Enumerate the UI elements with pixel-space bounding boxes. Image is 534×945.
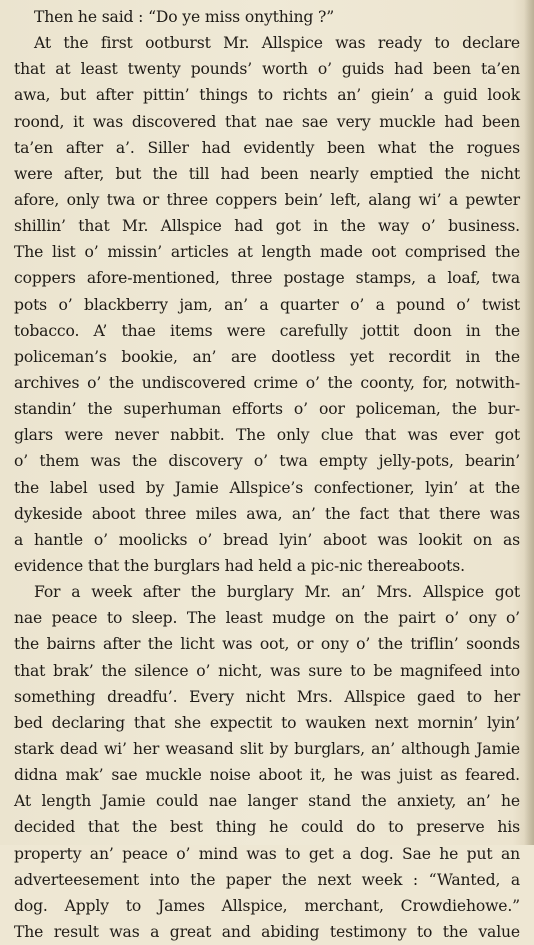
text-line: o’ them was the discovery o’ twa empty jelly-pots, bearin’ [14,452,520,471]
page-text [14,4,520,945]
text-line: coppers afore-mentioned, three postage stamps, a loaf, twa [14,269,520,288]
text-line: The result was a great and abiding testimony to the value [14,922,520,941]
text-line: bed declaring that she expectit to wauken next mornin’ lyin’ [14,713,520,732]
text-line: awa, but after pittin’ things to richts an’ giein’ a guid look [14,86,520,105]
text-line: The list o’ missin’ articles at length made oot comprised the [14,243,520,262]
text-line: adverteesement into the paper the next week : “Wanted, a [14,870,520,889]
text-line: standin’ the superhuman efforts o’ oor policeman, the bur- [14,400,520,419]
text-line: glars were never nabbit. The only clue that was ever got [14,426,520,445]
text-line: policeman’s bookie, an’ are dootless yet recordit in the [14,347,520,366]
text-line: that at least twenty pounds’ worth o’ guids had been ta’en [14,60,520,79]
text-line: nae peace to sleep. The least mudge on the pairt o’ ony o’ [14,609,520,628]
text-line: property an’ peace o’ mind was to get a dog. Sae he put an [14,844,520,863]
text-line: were after, but the till had been nearly emptied the nicht [14,164,520,183]
text-line: For a week after the burglary Mr. an’ Mrs. Allspice got [34,583,520,602]
page-edge-shadow [524,0,534,845]
text-line: roond, it was discovered that nae sae very muckle had been [14,112,520,131]
text-line: tobacco. A’ thae items were carefully jottit doon in the [14,321,520,340]
text-line: decided that the best thing he could do to preserve his [14,818,520,837]
text-line: Then he said : “Do ye miss onything ?” [34,8,335,26]
text-line: shillin’ that Mr. Allspice had got in the way o’ business. [14,217,520,236]
text-line: the bairns after the licht was oot, or ony o’ the triflin’ soonds [14,635,520,654]
text-line: didna mak’ sae muckle noise aboot it, he was juist as feared. [14,766,520,785]
text-line: At the first ootburst Mr. Allspice was ready to declare [34,34,520,53]
text-line: a hantle o’ moolicks o’ bread lyin’ aboot was lookit on as [14,530,520,549]
text-line: archives o’ the undiscovered crime o’ the coonty, for, notwith- [14,373,520,392]
text-line: afore, only twa or three coppers bein’ left, alang wi’ a pewter [14,190,520,209]
text-line: that brak’ the silence o’ nicht, was sure to be magnifeed into [14,661,520,680]
text-line: ta’en after a’. Siller had evidently been what the rogues [14,138,520,157]
text-line: At length Jamie could nae langer stand the anxiety, an’ he [14,792,520,811]
text-line: something dreadfu’. Every nicht Mrs. Allspice gaed to her [14,687,520,706]
text-line: evidence that the burglars had held a pic-nic thereaboots. [14,556,465,575]
text-line: stark dead wi’ her weasand slit by burglars, an’ although Jamie [14,739,520,758]
text-line: pots o’ blackberry jam, an’ a quarter o’ a pound o’ twist [14,295,520,314]
text-line: the label used by Jamie Allspice’s confectioner, lyin’ at the [14,478,520,497]
text-line: dog. Apply to James Allspice, merchant, Crowdiehowe.” [14,896,520,915]
text-line: dykeside aboot three miles awa, an’ the fact that there was [14,504,520,523]
